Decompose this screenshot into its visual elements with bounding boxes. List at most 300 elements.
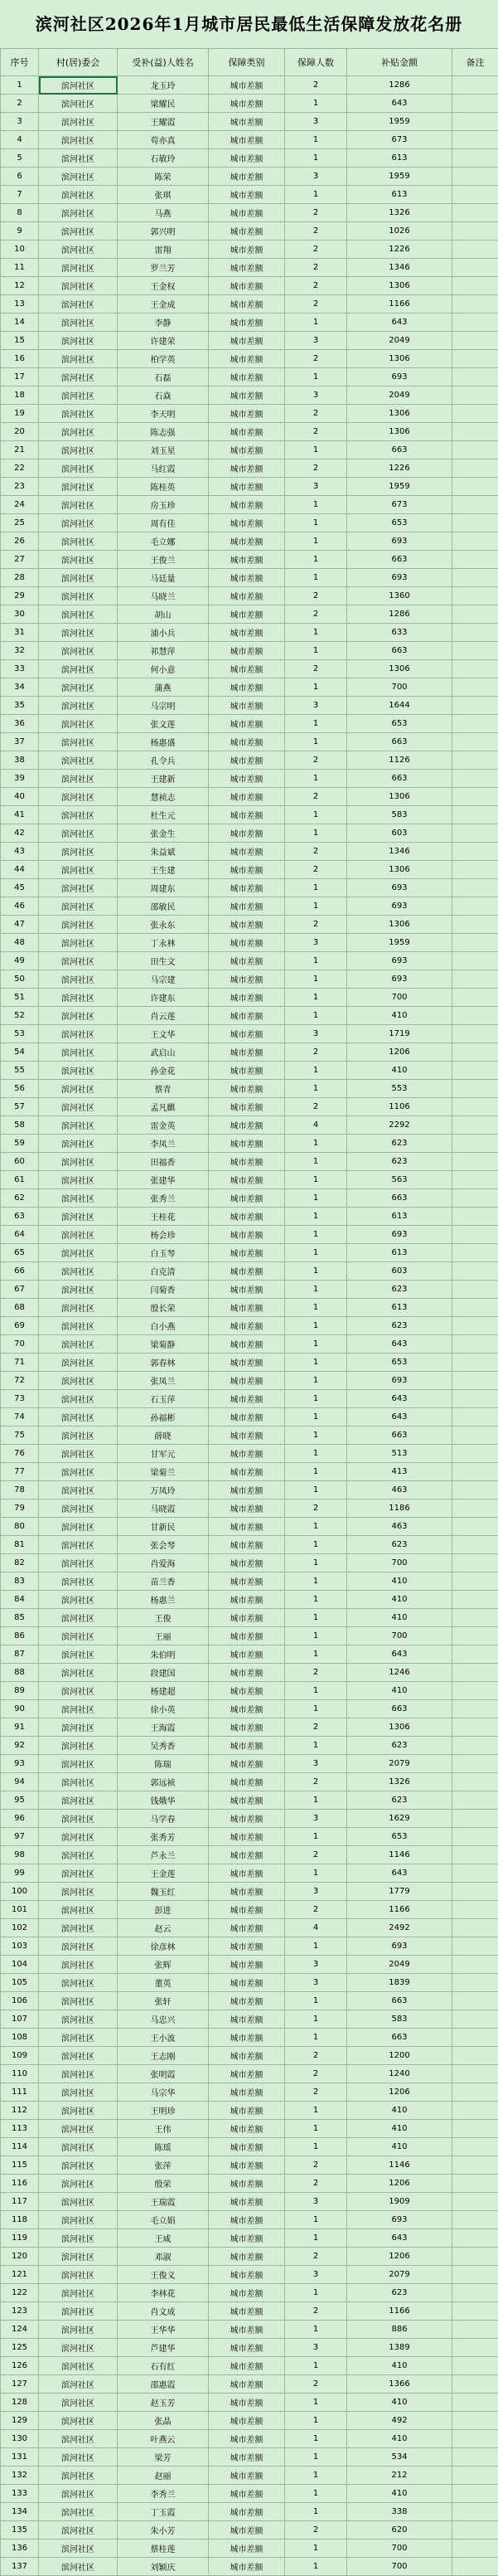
cell-remark[interactable] (452, 1572, 498, 1591)
cell-committee[interactable]: 滨河社区 (39, 332, 118, 350)
cell-category[interactable]: 城市差额 (209, 2047, 285, 2065)
cell-index[interactable]: 65 (1, 1244, 39, 1262)
cell-name[interactable]: 张轩 (118, 1992, 209, 2010)
cell-persons[interactable]: 1 (285, 2503, 347, 2521)
cell-remark[interactable] (452, 1755, 498, 1773)
cell-name[interactable]: 殷长荣 (118, 1299, 209, 1317)
cell-remark[interactable] (452, 222, 498, 241)
cell-committee[interactable]: 滨河社区 (39, 1317, 118, 1335)
cell-remark[interactable] (452, 1536, 498, 1554)
cell-remark[interactable] (452, 168, 498, 186)
cell-remark[interactable] (452, 1791, 498, 1810)
cell-category[interactable]: 城市差额 (209, 843, 285, 861)
cell-category[interactable]: 城市差额 (209, 2394, 285, 2412)
cell-persons[interactable]: 3 (285, 1810, 347, 1828)
cell-name[interactable]: 白玉琴 (118, 1244, 209, 1262)
cell-name[interactable]: 马宗华 (118, 2083, 209, 2102)
cell-remark[interactable] (452, 2010, 498, 2029)
cell-committee[interactable]: 滨河社区 (39, 569, 118, 587)
cell-persons[interactable]: 1 (285, 806, 347, 824)
cell-category[interactable]: 城市差额 (209, 2284, 285, 2302)
cell-persons[interactable]: 2 (285, 1098, 347, 1116)
cell-name[interactable]: 毛立娜 (118, 532, 209, 551)
cell-amount[interactable]: 623 (347, 1317, 452, 1335)
cell-category[interactable]: 城市差额 (209, 624, 285, 642)
cell-persons[interactable]: 2 (285, 2047, 347, 2065)
cell-committee[interactable]: 滨河社区 (39, 2047, 118, 2065)
cell-index[interactable]: 137 (1, 2558, 39, 2576)
cell-amount[interactable]: 693 (347, 532, 452, 551)
cell-amount[interactable]: 1719 (347, 1025, 452, 1043)
cell-persons[interactable]: 1 (285, 2485, 347, 2503)
cell-remark[interactable] (452, 952, 498, 970)
cell-index[interactable]: 89 (1, 1682, 39, 1700)
cell-committee[interactable]: 滨河社区 (39, 1883, 118, 1901)
cell-committee[interactable]: 滨河社区 (39, 1992, 118, 2010)
cell-index[interactable]: 52 (1, 1007, 39, 1025)
cell-committee[interactable]: 滨河社区 (39, 934, 118, 952)
cell-index[interactable]: 134 (1, 2503, 39, 2521)
cell-name[interactable]: 柏学英 (118, 350, 209, 368)
cell-persons[interactable]: 1 (285, 642, 347, 660)
cell-category[interactable]: 城市差额 (209, 1536, 285, 1554)
cell-name[interactable]: 慧祯志 (118, 788, 209, 806)
cell-committee[interactable]: 滨河社区 (39, 2083, 118, 2102)
cell-name[interactable]: 万凤玲 (118, 1481, 209, 1499)
cell-name[interactable]: 张琪 (118, 186, 209, 204)
cell-amount[interactable]: 693 (347, 1226, 452, 1244)
cell-name[interactable]: 苟亦真 (118, 131, 209, 149)
cell-amount[interactable]: 1306 (347, 423, 452, 441)
cell-index[interactable]: 43 (1, 843, 39, 861)
cell-index[interactable]: 119 (1, 2229, 39, 2248)
cell-name[interactable]: 殷荣 (118, 2175, 209, 2193)
cell-category[interactable]: 城市差额 (209, 1919, 285, 1937)
cell-index[interactable]: 4 (1, 131, 39, 149)
cell-persons[interactable]: 2 (285, 423, 347, 441)
cell-committee[interactable]: 滨河社区 (39, 1828, 118, 1846)
cell-amount[interactable]: 2079 (347, 1755, 452, 1773)
cell-remark[interactable] (452, 733, 498, 751)
cell-name[interactable]: 甘军元 (118, 1445, 209, 1463)
cell-index[interactable]: 51 (1, 989, 39, 1007)
cell-persons[interactable]: 2 (285, 295, 347, 313)
cell-amount[interactable]: 663 (347, 1700, 452, 1718)
cell-amount[interactable]: 1206 (347, 2083, 452, 2102)
cell-category[interactable]: 城市差额 (209, 1317, 285, 1335)
cell-persons[interactable]: 3 (285, 2193, 347, 2211)
cell-name[interactable]: 王志刚 (118, 2047, 209, 2065)
cell-name[interactable]: 田生文 (118, 952, 209, 970)
cell-category[interactable]: 城市差额 (209, 2339, 285, 2357)
cell-persons[interactable]: 1 (285, 2321, 347, 2339)
cell-amount[interactable]: 613 (347, 149, 452, 168)
cell-amount[interactable]: 700 (347, 1554, 452, 1572)
cell-committee[interactable]: 滨河社区 (39, 478, 118, 496)
cell-index[interactable]: 69 (1, 1317, 39, 1335)
cell-name[interactable]: 王伟 (118, 2120, 209, 2138)
cell-category[interactable]: 城市差额 (209, 76, 285, 95)
cell-remark[interactable] (452, 1883, 498, 1901)
cell-index[interactable]: 10 (1, 241, 39, 259)
cell-name[interactable]: 蔡青 (118, 1080, 209, 1098)
cell-amount[interactable]: 410 (347, 1062, 452, 1080)
cell-remark[interactable] (452, 1828, 498, 1846)
cell-committee[interactable]: 滨河社区 (39, 2412, 118, 2430)
cell-remark[interactable] (452, 1317, 498, 1335)
cell-index[interactable]: 71 (1, 1354, 39, 1372)
cell-category[interactable]: 城市差额 (209, 423, 285, 441)
cell-index[interactable]: 87 (1, 1645, 39, 1664)
cell-name[interactable]: 王俊义 (118, 2266, 209, 2284)
cell-committee[interactable]: 滨河社区 (39, 1208, 118, 1226)
cell-committee[interactable]: 滨河社区 (39, 204, 118, 222)
cell-remark[interactable] (452, 496, 498, 514)
cell-index[interactable]: 64 (1, 1226, 39, 1244)
cell-remark[interactable] (452, 2047, 498, 2065)
cell-amount[interactable]: 693 (347, 1372, 452, 1390)
cell-persons[interactable]: 2 (285, 1499, 347, 1518)
cell-index[interactable]: 6 (1, 168, 39, 186)
cell-index[interactable]: 9 (1, 222, 39, 241)
cell-committee[interactable]: 滨河社区 (39, 2448, 118, 2467)
cell-amount[interactable]: 1306 (347, 660, 452, 678)
cell-amount[interactable]: 613 (347, 1299, 452, 1317)
cell-category[interactable]: 城市差额 (209, 2065, 285, 2083)
cell-name[interactable]: 董英 (118, 1974, 209, 1992)
cell-amount[interactable]: 410 (347, 1682, 452, 1700)
cell-persons[interactable]: 1 (285, 496, 347, 514)
cell-remark[interactable] (452, 532, 498, 551)
cell-category[interactable]: 城市差额 (209, 1171, 285, 1189)
cell-remark[interactable] (452, 2248, 498, 2266)
cell-persons[interactable]: 1 (285, 678, 347, 697)
cell-committee[interactable]: 滨河社区 (39, 916, 118, 934)
cell-committee[interactable]: 滨河社区 (39, 131, 118, 149)
cell-index[interactable]: 67 (1, 1281, 39, 1299)
cell-amount[interactable]: 1306 (347, 350, 452, 368)
cell-index[interactable]: 81 (1, 1536, 39, 1554)
cell-index[interactable]: 95 (1, 1791, 39, 1810)
cell-persons[interactable]: 1 (285, 1828, 347, 1846)
cell-committee[interactable]: 滨河社区 (39, 2010, 118, 2029)
cell-category[interactable]: 城市差额 (209, 733, 285, 751)
cell-category[interactable]: 城市差额 (209, 1682, 285, 1700)
cell-committee[interactable]: 滨河社区 (39, 2175, 118, 2193)
cell-category[interactable]: 城市差额 (209, 2156, 285, 2175)
cell-persons[interactable]: 2 (285, 1718, 347, 1737)
cell-persons[interactable]: 1 (285, 1062, 347, 1080)
cell-amount[interactable]: 700 (347, 1627, 452, 1645)
cell-name[interactable]: 赵玉芳 (118, 2394, 209, 2412)
cell-name[interactable]: 周有佳 (118, 514, 209, 532)
cell-amount[interactable]: 693 (347, 2211, 452, 2229)
cell-index[interactable]: 24 (1, 496, 39, 514)
cell-amount[interactable]: 643 (347, 1335, 452, 1354)
cell-remark[interactable] (452, 1901, 498, 1919)
cell-amount[interactable]: 338 (347, 2503, 452, 2521)
cell-amount[interactable]: 693 (347, 897, 452, 916)
cell-remark[interactable] (452, 1208, 498, 1226)
cell-remark[interactable] (452, 2485, 498, 2503)
cell-index[interactable]: 91 (1, 1718, 39, 1737)
cell-amount[interactable]: 410 (347, 2138, 452, 2156)
cell-persons[interactable]: 1 (285, 2448, 347, 2467)
cell-category[interactable]: 城市差额 (209, 806, 285, 824)
cell-remark[interactable] (452, 989, 498, 1007)
cell-committee[interactable]: 滨河社区 (39, 1956, 118, 1974)
cell-name[interactable]: 朱伯明 (118, 1645, 209, 1664)
cell-index[interactable]: 117 (1, 2193, 39, 2211)
cell-persons[interactable]: 1 (285, 1189, 347, 1208)
cell-amount[interactable]: 643 (347, 1408, 452, 1427)
cell-index[interactable]: 30 (1, 605, 39, 624)
cell-category[interactable]: 城市差额 (209, 2248, 285, 2266)
cell-remark[interactable] (452, 1244, 498, 1262)
cell-remark[interactable] (452, 806, 498, 824)
cell-category[interactable]: 城市差额 (209, 350, 285, 368)
cell-name[interactable]: 王明珍 (118, 2102, 209, 2120)
cell-committee[interactable]: 滨河社区 (39, 95, 118, 113)
cell-category[interactable]: 城市差额 (209, 204, 285, 222)
cell-name[interactable]: 许建东 (118, 989, 209, 1007)
cell-amount[interactable]: 1286 (347, 76, 452, 95)
cell-name[interactable]: 赵云 (118, 1919, 209, 1937)
cell-committee[interactable]: 滨河社区 (39, 423, 118, 441)
cell-committee[interactable]: 滨河社区 (39, 2503, 118, 2521)
cell-name[interactable]: 芦建华 (118, 2339, 209, 2357)
cell-persons[interactable]: 1 (285, 313, 347, 332)
cell-remark[interactable] (452, 186, 498, 204)
cell-category[interactable]: 城市差额 (209, 1810, 285, 1828)
cell-committee[interactable]: 滨河社区 (39, 587, 118, 605)
cell-category[interactable]: 城市差额 (209, 2521, 285, 2540)
cell-committee[interactable]: 滨河社区 (39, 1189, 118, 1208)
cell-committee[interactable]: 滨河社区 (39, 2430, 118, 2448)
cell-index[interactable]: 62 (1, 1189, 39, 1208)
cell-amount[interactable]: 1246 (347, 1664, 452, 1682)
cell-name[interactable]: 王咸 (118, 2229, 209, 2248)
cell-name[interactable]: 许建荣 (118, 332, 209, 350)
cell-amount[interactable]: 693 (347, 970, 452, 989)
cell-committee[interactable]: 滨河社区 (39, 1572, 118, 1591)
cell-index[interactable]: 128 (1, 2394, 39, 2412)
cell-name[interactable]: 孟凡麒 (118, 1098, 209, 1116)
cell-index[interactable]: 14 (1, 313, 39, 332)
cell-committee[interactable]: 滨河社区 (39, 405, 118, 423)
cell-remark[interactable] (452, 861, 498, 879)
cell-remark[interactable] (452, 1481, 498, 1499)
cell-remark[interactable] (452, 277, 498, 295)
cell-remark[interactable] (452, 1189, 498, 1208)
cell-persons[interactable]: 2 (285, 1773, 347, 1791)
cell-category[interactable]: 城市差额 (209, 1189, 285, 1208)
cell-remark[interactable] (452, 879, 498, 897)
cell-committee[interactable]: 滨河社区 (39, 843, 118, 861)
cell-persons[interactable]: 1 (285, 1682, 347, 1700)
cell-persons[interactable]: 3 (285, 2339, 347, 2357)
cell-category[interactable]: 城市差额 (209, 1627, 285, 1645)
cell-category[interactable]: 城市差额 (209, 551, 285, 569)
cell-name[interactable]: 陈志强 (118, 423, 209, 441)
cell-amount[interactable]: 673 (347, 496, 452, 514)
header-name[interactable]: 受补(益)人姓名 (118, 49, 209, 76)
cell-remark[interactable] (452, 1135, 498, 1153)
cell-index[interactable]: 53 (1, 1025, 39, 1043)
cell-category[interactable]: 城市差额 (209, 1664, 285, 1682)
cell-remark[interactable] (452, 514, 498, 532)
cell-name[interactable]: 杨惠盛 (118, 733, 209, 751)
cell-index[interactable]: 118 (1, 2211, 39, 2229)
cell-category[interactable]: 城市差额 (209, 1937, 285, 1956)
cell-amount[interactable]: 492 (347, 2412, 452, 2430)
cell-category[interactable]: 城市差额 (209, 1737, 285, 1755)
cell-committee[interactable]: 滨河社区 (39, 970, 118, 989)
cell-amount[interactable]: 534 (347, 2448, 452, 2467)
cell-remark[interactable] (452, 1281, 498, 1299)
cell-committee[interactable]: 滨河社区 (39, 1773, 118, 1791)
cell-name[interactable]: 王俊兰 (118, 551, 209, 569)
cell-committee[interactable]: 滨河社区 (39, 1864, 118, 1883)
cell-committee[interactable]: 滨河社区 (39, 1937, 118, 1956)
cell-committee[interactable]: 滨河社区 (39, 1007, 118, 1025)
cell-index[interactable]: 61 (1, 1171, 39, 1189)
cell-category[interactable]: 城市差额 (209, 970, 285, 989)
cell-index[interactable]: 41 (1, 806, 39, 824)
cell-persons[interactable]: 2 (285, 861, 347, 879)
cell-committee[interactable]: 滨河社区 (39, 149, 118, 168)
cell-index[interactable]: 35 (1, 697, 39, 715)
cell-committee[interactable]: 滨河社区 (39, 1664, 118, 1682)
cell-remark[interactable] (452, 2394, 498, 2412)
cell-remark[interactable] (452, 386, 498, 405)
cell-name[interactable]: 蒲燕 (118, 678, 209, 697)
cell-remark[interactable] (452, 2120, 498, 2138)
cell-committee[interactable]: 滨河社区 (39, 1098, 118, 1116)
cell-remark[interactable] (452, 697, 498, 715)
cell-category[interactable]: 城市差额 (209, 770, 285, 788)
cell-remark[interactable] (452, 1408, 498, 1427)
cell-committee[interactable]: 滨河社区 (39, 2156, 118, 2175)
cell-persons[interactable]: 1 (285, 2229, 347, 2248)
cell-index[interactable]: 20 (1, 423, 39, 441)
cell-remark[interactable] (452, 2211, 498, 2229)
cell-name[interactable]: 薛晓 (118, 1427, 209, 1445)
cell-name[interactable]: 马宗明 (118, 697, 209, 715)
cell-category[interactable]: 城市差额 (209, 1956, 285, 1974)
cell-index[interactable]: 110 (1, 2065, 39, 2083)
cell-amount[interactable]: 1959 (347, 168, 452, 186)
cell-category[interactable]: 城市差额 (209, 1226, 285, 1244)
cell-name[interactable]: 肖爱海 (118, 1554, 209, 1572)
cell-persons[interactable]: 1 (285, 2010, 347, 2029)
cell-name[interactable]: 马晓霞 (118, 1499, 209, 1518)
cell-name[interactable]: 白克清 (118, 1262, 209, 1281)
cell-amount[interactable]: 693 (347, 1937, 452, 1956)
cell-name[interactable]: 陈桂英 (118, 478, 209, 496)
cell-remark[interactable] (452, 2321, 498, 2339)
cell-persons[interactable]: 1 (285, 95, 347, 113)
cell-index[interactable]: 60 (1, 1153, 39, 1171)
cell-amount[interactable]: 583 (347, 806, 452, 824)
cell-remark[interactable] (452, 1627, 498, 1645)
cell-amount[interactable]: 623 (347, 1737, 452, 1755)
cell-index[interactable]: 37 (1, 733, 39, 751)
cell-category[interactable]: 城市差额 (209, 2211, 285, 2229)
cell-remark[interactable] (452, 1554, 498, 1572)
cell-category[interactable]: 城市差额 (209, 2321, 285, 2339)
cell-remark[interactable] (452, 2266, 498, 2284)
cell-persons[interactable]: 1 (285, 368, 347, 386)
cell-remark[interactable] (452, 1591, 498, 1609)
cell-category[interactable]: 城市差额 (209, 2010, 285, 2029)
cell-name[interactable]: 胡山 (118, 605, 209, 624)
cell-name[interactable]: 张秀兰 (118, 1189, 209, 1208)
cell-index[interactable]: 83 (1, 1572, 39, 1591)
cell-category[interactable]: 城市差额 (209, 1901, 285, 1919)
cell-amount[interactable]: 643 (347, 1864, 452, 1883)
cell-index[interactable]: 17 (1, 368, 39, 386)
cell-remark[interactable] (452, 642, 498, 660)
cell-persons[interactable]: 1 (285, 1645, 347, 1664)
cell-index[interactable]: 80 (1, 1518, 39, 1536)
cell-index[interactable]: 12 (1, 277, 39, 295)
cell-amount[interactable]: 212 (347, 2467, 452, 2485)
cell-index[interactable]: 100 (1, 1883, 39, 1901)
cell-name[interactable]: 赵丽 (118, 2467, 209, 2485)
cell-name[interactable]: 王俊 (118, 1609, 209, 1627)
cell-name[interactable]: 刘颖庆 (118, 2558, 209, 2576)
cell-amount[interactable]: 563 (347, 1171, 452, 1189)
cell-index[interactable]: 121 (1, 2266, 39, 2284)
cell-index[interactable]: 38 (1, 751, 39, 770)
cell-remark[interactable] (452, 2229, 498, 2248)
cell-category[interactable]: 城市差额 (209, 934, 285, 952)
cell-category[interactable]: 城市差额 (209, 2467, 285, 2485)
cell-persons[interactable]: 1 (285, 1080, 347, 1098)
cell-name[interactable]: 王海霞 (118, 1718, 209, 1737)
cell-committee[interactable]: 滨河社区 (39, 1171, 118, 1189)
cell-persons[interactable]: 1 (285, 149, 347, 168)
cell-committee[interactable]: 滨河社区 (39, 2138, 118, 2156)
cell-remark[interactable] (452, 624, 498, 642)
cell-index[interactable]: 49 (1, 952, 39, 970)
cell-name[interactable]: 彭进 (118, 1901, 209, 1919)
cell-amount[interactable]: 410 (347, 1007, 452, 1025)
cell-persons[interactable]: 4 (285, 1919, 347, 1937)
cell-committee[interactable]: 滨河社区 (39, 76, 118, 95)
cell-remark[interactable] (452, 76, 498, 95)
cell-amount[interactable]: 1206 (347, 2175, 452, 2193)
cell-index[interactable]: 21 (1, 441, 39, 459)
cell-index[interactable]: 77 (1, 1463, 39, 1481)
cell-remark[interactable] (452, 332, 498, 350)
cell-remark[interactable] (452, 204, 498, 222)
cell-remark[interactable] (452, 1463, 498, 1481)
cell-amount[interactable]: 663 (347, 441, 452, 459)
cell-persons[interactable]: 1 (285, 1354, 347, 1372)
cell-persons[interactable]: 2 (285, 204, 347, 222)
cell-index[interactable]: 72 (1, 1372, 39, 1390)
cell-remark[interactable] (452, 1445, 498, 1463)
cell-category[interactable]: 城市差额 (209, 1572, 285, 1591)
cell-category[interactable]: 城市差额 (209, 1135, 285, 1153)
cell-remark[interactable] (452, 587, 498, 605)
cell-committee[interactable]: 滨河社区 (39, 1901, 118, 1919)
cell-persons[interactable]: 1 (285, 1299, 347, 1317)
cell-committee[interactable]: 滨河社区 (39, 2284, 118, 2302)
cell-persons[interactable]: 2 (285, 2083, 347, 2102)
